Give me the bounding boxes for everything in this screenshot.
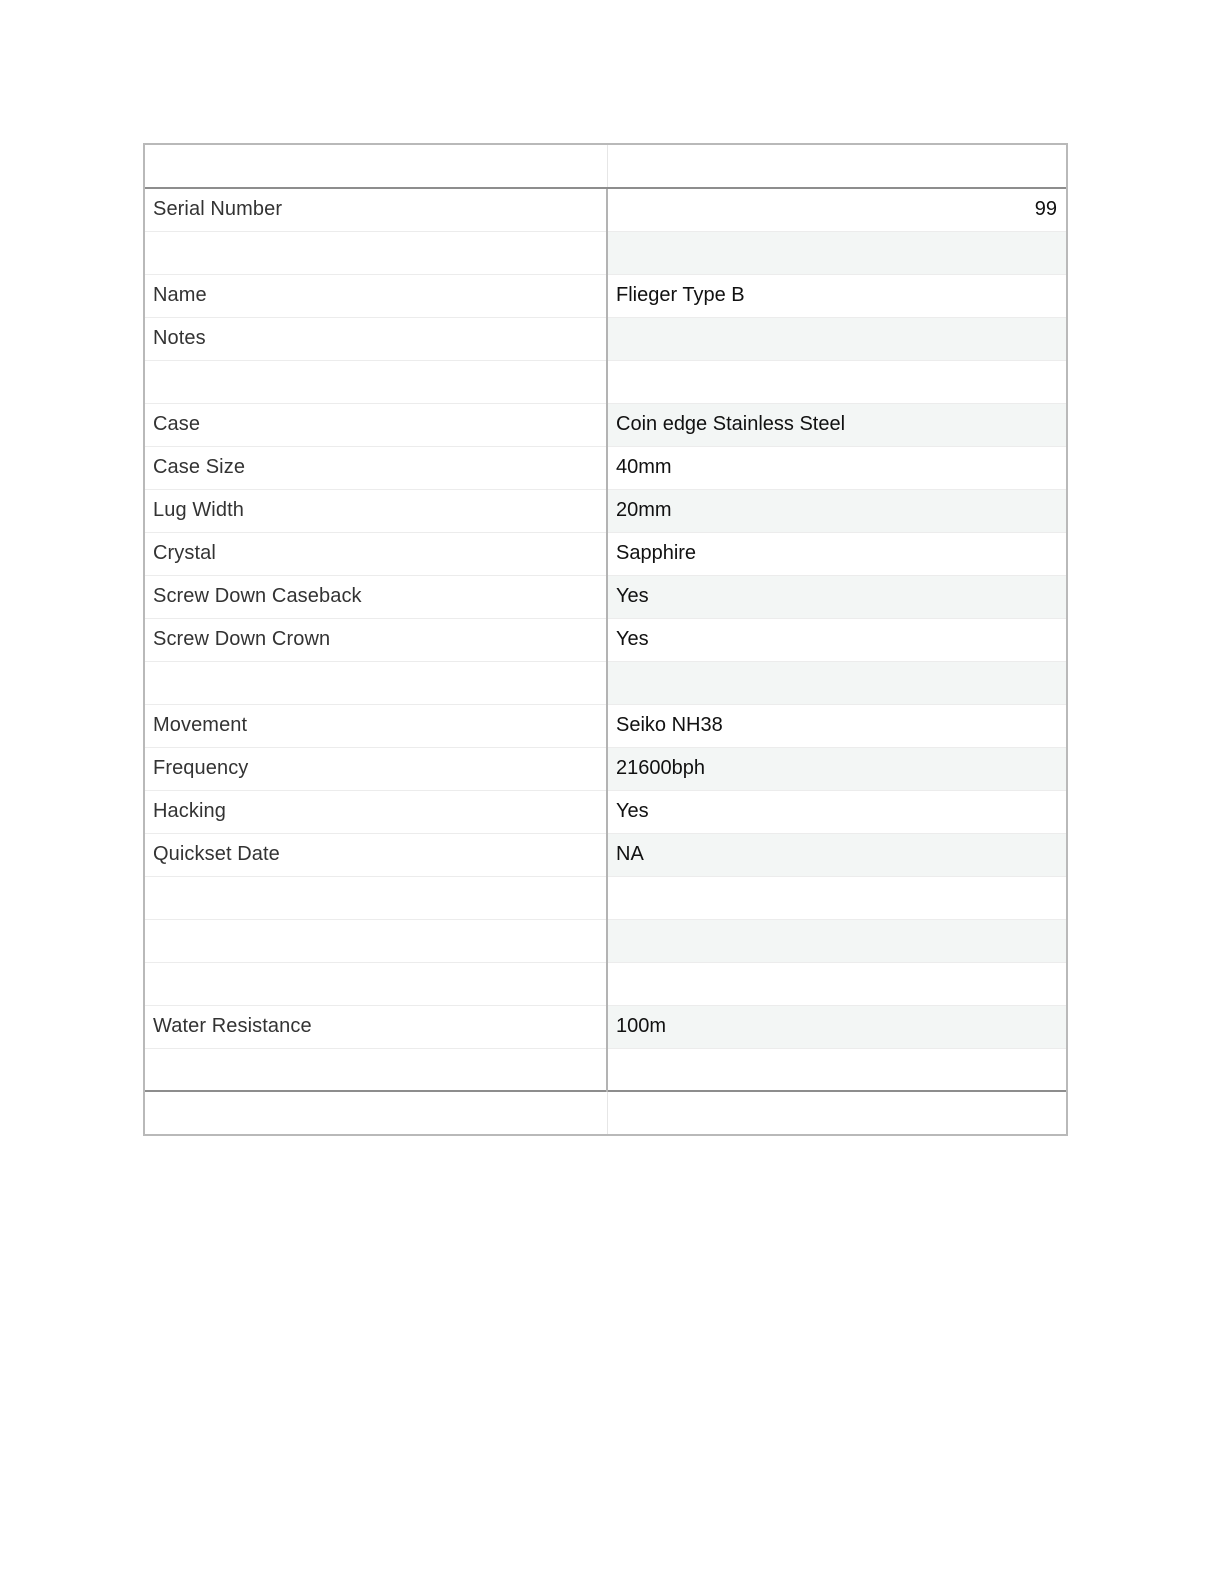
footer-cell-value[interactable] xyxy=(607,1091,1066,1134)
row-value[interactable]: Yes xyxy=(607,618,1066,661)
row-value[interactable] xyxy=(607,317,1066,360)
row-label[interactable]: Lug Width xyxy=(145,489,607,532)
table-row xyxy=(145,403,1066,446)
table-row xyxy=(145,618,1066,661)
table-row xyxy=(145,188,1066,231)
row-value[interactable] xyxy=(607,231,1066,274)
row-value[interactable] xyxy=(607,360,1066,403)
row-value[interactable]: Flieger Type B xyxy=(607,274,1066,317)
table-row xyxy=(145,962,1066,1005)
row-value[interactable]: Yes xyxy=(607,575,1066,618)
table-row xyxy=(145,1005,1066,1048)
row-label[interactable] xyxy=(145,231,607,274)
spec-table xyxy=(145,145,1066,1134)
row-label[interactable] xyxy=(145,1048,607,1091)
row-label[interactable]: Screw Down Caseback xyxy=(145,575,607,618)
row-label[interactable]: Crystal xyxy=(145,532,607,575)
row-value[interactable]: 40mm xyxy=(607,446,1066,489)
row-label[interactable]: Quickset Date xyxy=(145,833,607,876)
row-label[interactable]: Water Resistance xyxy=(145,1005,607,1048)
row-value[interactable] xyxy=(607,1048,1066,1091)
watch-spec-sheet xyxy=(143,143,1068,1136)
row-value[interactable]: Coin edge Stainless Steel xyxy=(607,403,1066,446)
header-cell-value[interactable] xyxy=(607,145,1066,188)
table-row xyxy=(145,661,1066,704)
table-row xyxy=(145,231,1066,274)
row-label[interactable]: Movement xyxy=(145,704,607,747)
table-row xyxy=(145,360,1066,403)
table-row xyxy=(145,747,1066,790)
row-label[interactable]: Name xyxy=(145,274,607,317)
row-label[interactable]: Screw Down Crown xyxy=(145,618,607,661)
row-value[interactable] xyxy=(607,661,1066,704)
table-row xyxy=(145,1048,1066,1091)
row-label[interactable] xyxy=(145,661,607,704)
row-label[interactable] xyxy=(145,360,607,403)
header-cell-label[interactable] xyxy=(145,145,607,188)
row-label[interactable] xyxy=(145,962,607,1005)
row-value[interactable]: Yes xyxy=(607,790,1066,833)
row-label[interactable] xyxy=(145,876,607,919)
table-row xyxy=(145,919,1066,962)
row-value[interactable]: 100m xyxy=(607,1005,1066,1048)
row-value[interactable] xyxy=(607,962,1066,1005)
row-value[interactable]: 21600bph xyxy=(607,747,1066,790)
row-value[interactable]: Seiko NH38 xyxy=(607,704,1066,747)
table-row xyxy=(145,489,1066,532)
row-value[interactable]: Sapphire xyxy=(607,532,1066,575)
row-value[interactable]: 20mm xyxy=(607,489,1066,532)
table-footer-row xyxy=(145,1091,1066,1134)
table-row xyxy=(145,833,1066,876)
row-value[interactable]: 99 xyxy=(607,188,1066,231)
table-row xyxy=(145,446,1066,489)
row-label[interactable] xyxy=(145,919,607,962)
table-row xyxy=(145,317,1066,360)
table-row xyxy=(145,575,1066,618)
row-label[interactable]: Frequency xyxy=(145,747,607,790)
row-value[interactable] xyxy=(607,876,1066,919)
table-row xyxy=(145,876,1066,919)
footer-cell-label[interactable] xyxy=(145,1091,607,1134)
row-label[interactable]: Case xyxy=(145,403,607,446)
table-row xyxy=(145,532,1066,575)
row-label[interactable]: Notes xyxy=(145,317,607,360)
row-label[interactable]: Case Size xyxy=(145,446,607,489)
row-label[interactable]: Hacking xyxy=(145,790,607,833)
table-row xyxy=(145,790,1066,833)
table-row xyxy=(145,704,1066,747)
table-header-row xyxy=(145,145,1066,188)
table-row xyxy=(145,274,1066,317)
row-value[interactable] xyxy=(607,919,1066,962)
row-label[interactable]: Serial Number xyxy=(145,188,607,231)
row-value[interactable]: NA xyxy=(607,833,1066,876)
